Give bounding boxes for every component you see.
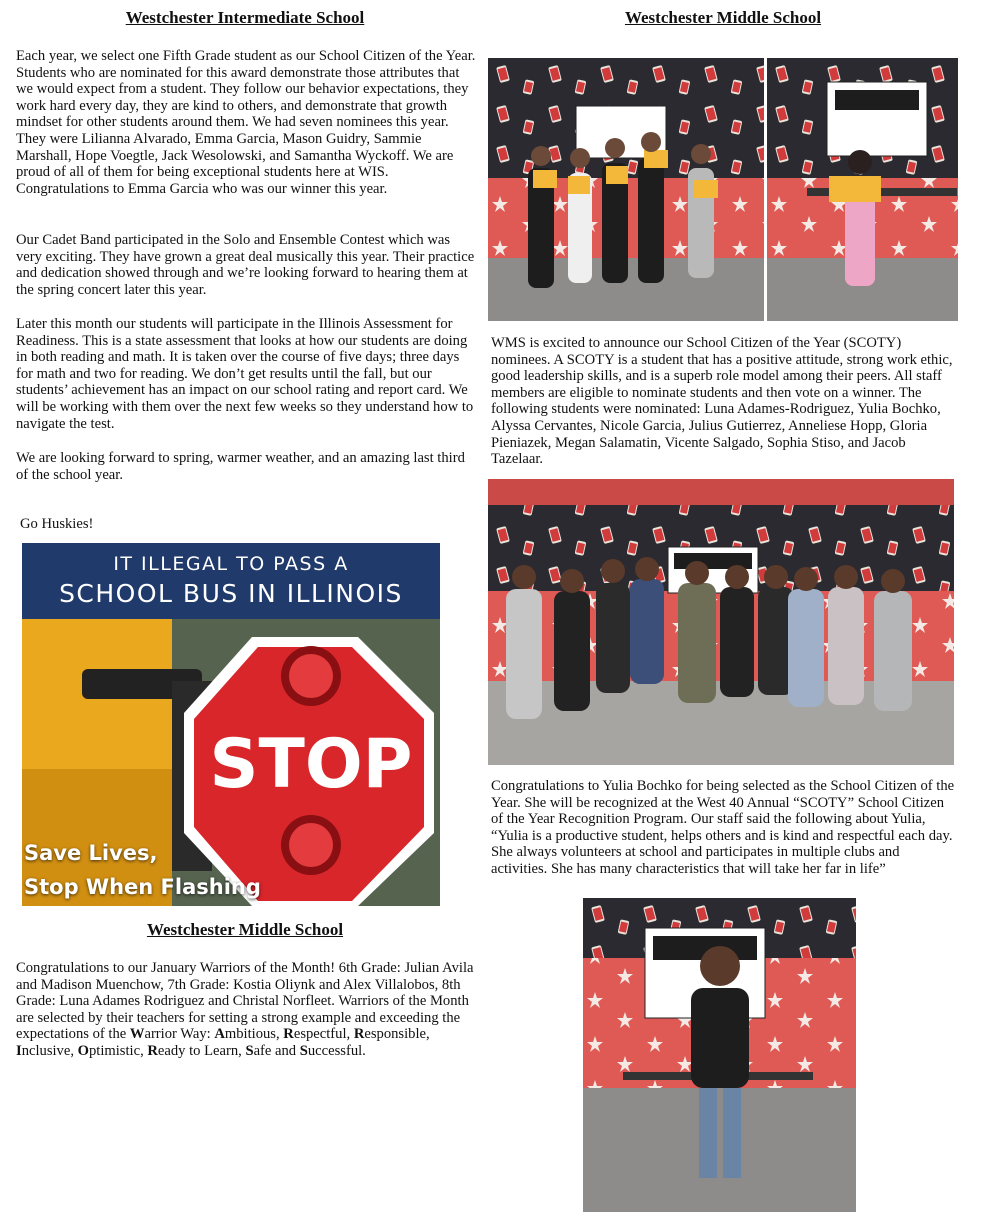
stop-sign-photo [22,619,440,906]
scoty-nominees-paragraph: WMS is excited to announce our School Citizen of the Year (SCOTY) nominees. A SCOTY is a student that has a positive attitude, strong work ethic, good leadership skills, and is a superb role model among their peers. All staff members are eligible to nominate students and then vote on a winner. The following students were nominated: Luna Adames-Rodriguez, Yulia Bochko, Alyssa Cervantes, Nicole Garcia, Julius Gutierrez, Anneliese Hopp, Gloria Pieniazek, Megan Salamatin, Vicente Salgado, Sophia Stiso, and Jacob Tazelaar. [491,335,953,468]
wis-signoff: Go Huskies! [20,516,94,532]
bus-banner-line2: SCHOOL BUS IN ILLINOIS [59,579,403,608]
wis-spring-paragraph: We are looking forward to spring, warmer weather, and an amazing last third of the school year. [16,450,465,483]
warriors-of-month-paragraph: Congratulations to our January Warriors of the Month! 6th Grade: Julian Avila and Madison Muenchow, 7th Grade: Kostia Oliynk and Alex Villalobos, 8th Grade: Luna Adames Rodriguez and Christal Norfleet. Warriors of the Month are selected by their teachers for setting a strong example and exceeding the expectations of the Warrior Way: Ambitious, Respectful, Responsible, Inclusive, Optimistic, Ready to Learn, Safe and Successful. [16,960,474,1059]
bus-banner-line1: IT ILLEGAL TO PASS A [113,553,349,575]
bus-caption-line1: Save Lives, [24,841,158,865]
wms-heading-left: Westchester Middle School [146,920,344,939]
nominees-group-photo [488,58,764,321]
scoty-winner-paragraph: Congratulations to Yulia Bochko for being selected as the School Citizen of the Year. She will be recognized at the West 40 Annual “SCOTY” School Citizen of the Year Recognition Program. Our staff said the following about Yulia, “Yulia is a productive student, helps others and is kind and respectful each day. She always volunteers at school and participates in multiple clubs and activities. She has many characteristics that will take her far in life” [491,778,955,877]
nominee-single-photo [767,58,958,321]
stop-sign-text: STOP [209,725,413,804]
scoty-winner-photo [583,898,856,1212]
wms-heading: Westchester Middle School [624,8,822,27]
bus-safety-banner [22,543,440,619]
wis-band-paragraph: Our Cadet Band participated in the Solo and Ensemble Contest which was very exciting. They have grown a great deal musically this year. Their practice and dedication showed through and we’re looking forward to hearing them at the spring concert later this year. [16,232,475,298]
wis-citizen-paragraph: Each year, we select one Fifth Grade student as our School Citizen of the Year. Students who are nominated for this award demonstrate those attributes that we would expect from a student. They follow our behavior expectations, they work hard every day, they are kind to others, and demonstrate that growth mindset for other students around them. We had seven nominees this year. They were Lilianna Alvarado, Emma Garcia, Mason Guidry, Sammie Marshall, Hope Voegtle, Jack Wesolowski, and Samantha Wyckoff. We are proud of all of them for being exceptional students here at WIS. Congratulations to Emma Garcia who was our winner this year. [16,48,476,197]
bus-caption-line2: Stop When Flashing [24,875,261,899]
wis-assessment-paragraph: Later this month our students will participate in the Illinois Assessment for Readiness. This is a state assessment that looks at how our students are doing in both reading and math. It is taken over the course of five days; three days for math and two for reading. We don’t get results until the fall, but our students’ achievement has an impact on our school rating and report card. We will be working with them over the next few weeks so they understand how to navigate the test. [16,316,474,432]
scoty-nominees-group-photo [488,479,954,765]
wis-heading: Westchester Intermediate School [125,8,365,27]
